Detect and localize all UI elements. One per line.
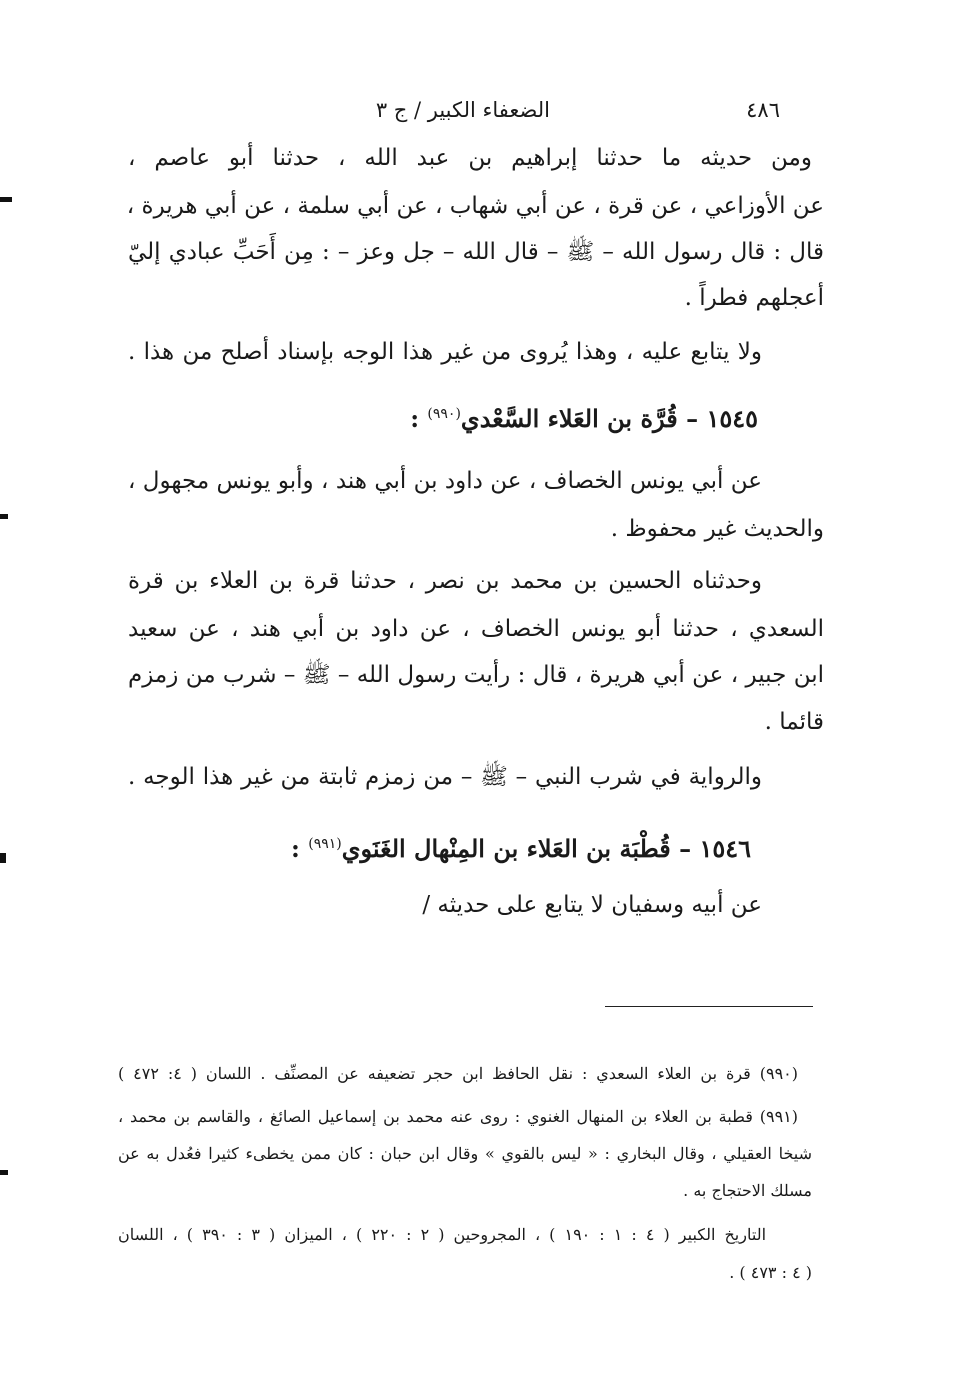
scan-edge-mark <box>0 853 6 863</box>
heading-tail: : <box>291 834 309 863</box>
running-title: الضعفاء الكبير / ج ٣ <box>375 98 550 122</box>
body-line: قائما . <box>764 709 824 735</box>
body-line: أعجلهم فطراً . <box>684 285 824 311</box>
entry-heading-1546 <box>291 826 751 867</box>
scan-edge-mark <box>0 514 8 519</box>
body-line: ولا يتابع عليه ، وهذا يُروى من غير هذا الوجه بإسناد أصلح من هذا . <box>128 339 762 365</box>
heading-text: ١٥٤٥ – قُرَّة بن العَلاء السَّعْدي <box>460 404 758 433</box>
body-line: قال : قال رسول الله – ﷺ – قال الله – جل وعز – : مِن أَحَبِّ عبادي إليّ <box>128 239 824 265</box>
body-line: عن الأوزاعي ، عن قرة ، عن أبي شهاب ، عن أبي سلمة ، عن أبي هريرة ، <box>126 193 824 219</box>
body-line: والرواية في شرب النبي – ﷺ – من زمزم ثابتة من غير هذا الوجه . <box>128 764 762 790</box>
body-line: وحدثناه الحسين بن محمد بن نصر ، حدثنا قرة بن العلاء بن قرة <box>128 568 762 594</box>
body-line: والحديث غير محفوظ . <box>610 516 824 542</box>
footnote-991-refs: التاريخ الكبير ( ٤ : ١ : ١٩٠ ) ، المجروحين ( ٢ : ٢٢٠ ) ، الميزان ( ٣ : ٣٩٠ ) ، اللسان <box>118 1225 767 1244</box>
footnote-991-line: شيخا العقيلي ، وقال البخاري : « ليس بالقوي » وقال ابن حبان : كان ممن يخطىء كثيرا فعُدل به عن <box>118 1144 813 1163</box>
body-line: عن أبي يونس الخصاف ، عن داود بن أبي هند ، وأبو يونس مجهول ، <box>128 468 762 494</box>
entry-heading-1545 <box>410 396 758 437</box>
heading-text: ١٥٤٦ – قُطْبَة بن العَلاء بن المِنْهال الغَنَوي <box>341 834 751 863</box>
scan-edge-mark <box>0 197 12 202</box>
footnote-991-line: (٩٩١) قطبة بن العلاء بن المنهال الغنوي : روى عنه محمد بن إسماعيل الصائغ ، والقاسم بن محمد ، <box>118 1107 798 1126</box>
footnote-991-line: مسلك الاحتجاج به . <box>683 1181 812 1200</box>
body-line: ابن جبير ، عن أبي هريرة ، قال : رأيت رسول الله – ﷺ – شرب من زمزم <box>128 662 824 688</box>
body-line: ومن حديثه ما حدثنا إبراهيم بن عبد الله ، حدثنا أبو عاصم ، <box>128 145 812 171</box>
body-line: السعدي ، حدثنا أبو يونس الخصاف ، عن داود بن أبي هند ، عن سعيد <box>128 616 824 642</box>
footnote-991-refs: ( ٤ : ٤٧٣ ) . <box>729 1263 812 1282</box>
page-header <box>375 98 780 134</box>
heading-tail: : <box>410 404 428 433</box>
scan-edge-mark <box>0 1170 8 1175</box>
footnote-990: (٩٩٠) قرة بن العلاء السعدي : نقل الحافظ ابن حجر تضعيفه عن المصنِّف . اللسان ( ٤: ٤٧٢ ) <box>118 1064 799 1083</box>
footnote-ref-991: (٩٩١) <box>308 836 342 852</box>
footnote-ref-990: (٩٩٠) <box>427 406 461 422</box>
footnote-separator <box>605 1006 813 1007</box>
body-line: عن أبيه وسفيان لا يتابع على حديثه / <box>422 892 762 918</box>
page-number: ٤٨٦ <box>746 98 780 122</box>
